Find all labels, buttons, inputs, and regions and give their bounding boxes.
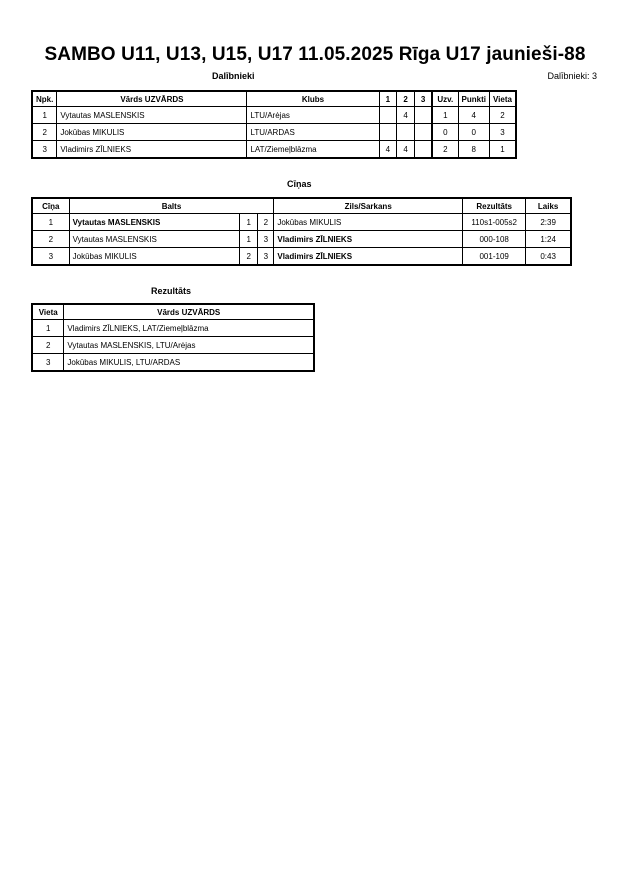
cell-blue-no: 3 [258, 231, 274, 248]
cell-name: Vytautas MASLENSKIS, LTU/Arėjas [64, 337, 314, 354]
cell-white-no: 1 [240, 214, 258, 231]
header-place: Vieta [489, 91, 516, 107]
cell-club: LTU/Arėjas [247, 107, 379, 124]
cell-opp-1: 4 [379, 141, 397, 159]
table-row [32, 231, 571, 248]
cell-blue-name: Jokūbas MIKULIS [274, 214, 463, 231]
fights-header-row [32, 198, 571, 214]
table-row [32, 248, 571, 266]
cell-wins: 0 [432, 124, 458, 141]
header-club: Klubs [247, 91, 379, 107]
cell-result: 000-108 [463, 231, 526, 248]
cell-points: 4 [458, 107, 489, 124]
cell-blue-name: Vladimirs ZĪLNIEKS [274, 231, 463, 248]
cell-opp-2 [397, 124, 415, 141]
header-opp-1: 1 [379, 91, 397, 107]
cell-name: Vladimirs ZĪLNIEKS, LAT/Ziemeļblāzma [64, 320, 314, 337]
cell-white-name: Vytautas MASLENSKIS [69, 214, 240, 231]
cell-opp-1 [379, 124, 397, 141]
cell-opp-3 [414, 107, 432, 124]
cell-opp-3 [414, 141, 432, 159]
cell-name: Vladimirs ZĪLNIEKS [57, 141, 247, 159]
cell-opp-2: 4 [397, 141, 415, 159]
table-row [32, 107, 516, 124]
cell-time: 0:43 [526, 248, 571, 266]
cell-wins: 2 [432, 141, 458, 159]
cell-opp-2: 4 [397, 107, 415, 124]
fights-heading: Cīņas [287, 179, 312, 189]
table-row [32, 141, 516, 159]
header-opp-2: 2 [397, 91, 415, 107]
header-name: Vārds UZVĀRDS [57, 91, 247, 107]
participants-count: Dalībnieki: 3 [547, 71, 597, 81]
header-points: Punkti [458, 91, 489, 107]
cell-white-name: Vytautas MASLENSKIS [69, 231, 240, 248]
cell-result: 110s1-005s2 [463, 214, 526, 231]
cell-time: 2:39 [526, 214, 571, 231]
table-row [32, 214, 571, 231]
cell-place: 1 [32, 320, 64, 337]
cell-wins: 1 [432, 107, 458, 124]
results-heading: Rezultāts [151, 286, 192, 296]
cell-opp-1 [379, 107, 397, 124]
table-row [32, 124, 516, 141]
cell-result: 001-109 [463, 248, 526, 266]
header-name: Vārds UZVĀRDS [64, 304, 314, 320]
cell-time: 1:24 [526, 231, 571, 248]
cell-white-no: 2 [240, 248, 258, 266]
participants-table [31, 90, 517, 159]
header-npk: Npk. [32, 91, 57, 107]
header-blue-red: Zils/Sarkans [274, 198, 463, 214]
cell-blue-name: Vladimirs ZĪLNIEKS [274, 248, 463, 266]
fights-table [31, 197, 572, 266]
cell-place: 1 [489, 141, 516, 159]
header-time: Laiks [526, 198, 571, 214]
cell-points: 8 [458, 141, 489, 159]
participants-heading: Dalībnieki [212, 71, 255, 81]
cell-white-no: 1 [240, 231, 258, 248]
cell-fight-no: 1 [32, 214, 69, 231]
cell-name: Jokūbas MIKULIS [57, 124, 247, 141]
results-header-row [32, 304, 314, 320]
cell-fight-no: 2 [32, 231, 69, 248]
header-wins: Uzv. [432, 91, 458, 107]
table-row [32, 320, 314, 337]
cell-place: 3 [489, 124, 516, 141]
cell-name: Vytautas MASLENSKIS [57, 107, 247, 124]
participants-header-row [32, 91, 516, 107]
cell-club: LAT/Ziemeļblāzma [247, 141, 379, 159]
header-place: Vieta [32, 304, 64, 320]
header-fight: Cīņa [32, 198, 69, 214]
cell-white-name: Jokūbas MIKULIS [69, 248, 240, 266]
table-row [32, 337, 314, 354]
header-result: Rezultāts [463, 198, 526, 214]
cell-npk: 1 [32, 107, 57, 124]
cell-npk: 2 [32, 124, 57, 141]
cell-blue-no: 3 [258, 248, 274, 266]
cell-place: 3 [32, 354, 64, 372]
header-opp-3: 3 [414, 91, 432, 107]
cell-points: 0 [458, 124, 489, 141]
cell-blue-no: 2 [258, 214, 274, 231]
cell-place: 2 [32, 337, 64, 354]
cell-npk: 3 [32, 141, 57, 159]
page-title: SAMBO U11, U13, U15, U17 11.05.2025 Rīga U17 jaunieši-88 [44, 44, 586, 65]
cell-club: LTU/ARDAS [247, 124, 379, 141]
cell-name: Jokūbas MIKULIS, LTU/ARDAS [64, 354, 314, 372]
cell-opp-3 [414, 124, 432, 141]
cell-fight-no: 3 [32, 248, 69, 266]
header-white: Balts [69, 198, 274, 214]
results-table [31, 303, 315, 372]
cell-place: 2 [489, 107, 516, 124]
table-row [32, 354, 314, 372]
